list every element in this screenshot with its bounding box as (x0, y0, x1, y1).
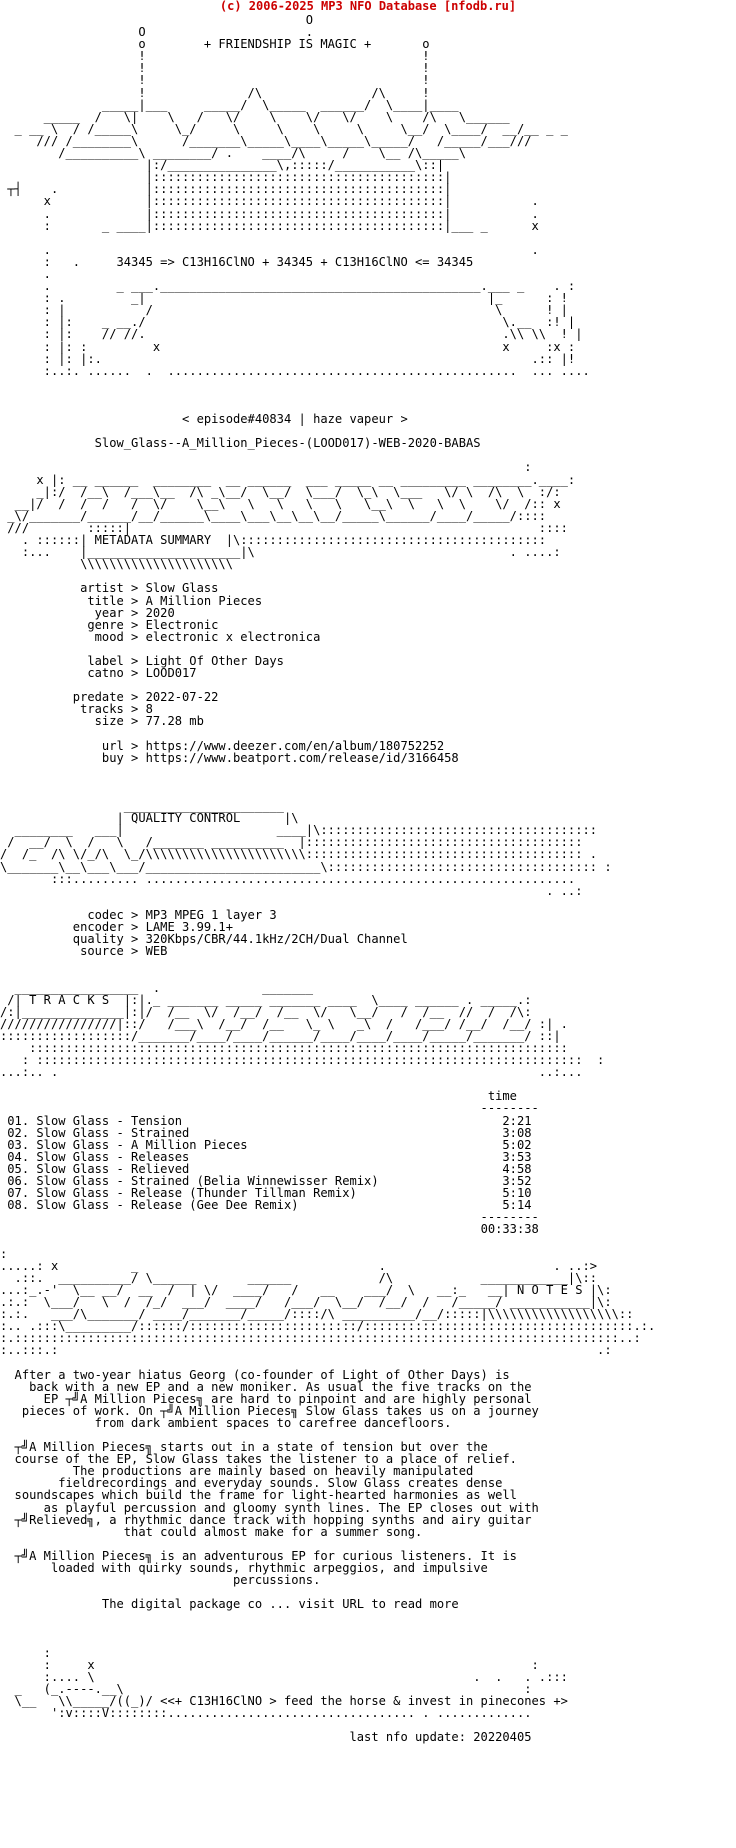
quality-row: source > WEB (0, 944, 168, 959)
notes-read-more: The digital package co ... visit URL to read more (0, 1597, 459, 1612)
metadata-value[interactable]: https://www.deezer.com/en/album/180752252 (145, 738, 445, 753)
metadata-value: LOOD017 (145, 666, 197, 681)
metadata-row: size > 77.28 mb (0, 714, 204, 729)
ascii-logo: O O . o + FRIENDSHIP IS MAGIC + o ! ! ! ! ! ! ! /\ /\ ! _____|___ _____/ \_____ ______/ \____|____ _____ / \| \ / \/ \ \/ \/ \ /\ \______ _ __ \ / /_____\ \_/ \ \ \ \ \__/ \____/ __/__ _ _ /// /________\ /_______\_____\____\_____\_____/ /_____/___/// /__________\ ________/ . ____/\ / \__ /\_____\ |:/_______________\,:::::/___________\::| |::::::::::::::::::::::::::::::::::::::::| ┬┤ . |::::::::::::::::::::::::::::::::::::::::| x |::::::::::::::::::::::::::::::::::::::::| . . |::::::::::::::::::::::::::::::::::::::::| . : _ ____|::::::::::::::::::::::::::::::::::::::::|___ _ x . . : . 34345 => C13H16ClNO + 34345 + C13H16ClNO <= 34345 . . _ ___.____________________________________________.___ _ . : : . _| |_ : ! : | / \ ! | : |: _ __./ \.__ :! | : |: // //. .\\ \\ ! | : |: : x x :x : : |: |:. .:: |! :..:. ...... . ................................................ ... .... (7, 13, 590, 378)
metadata-section (0, 581, 459, 764)
track-time: 3:08 (487, 1125, 532, 1140)
release-name: Slow_Glass--A_Million_Pieces-(LOOD017)-WEB-2020-BABAS (94, 436, 481, 451)
metadata-value: Slow Glass (145, 581, 219, 596)
metadata-key: mood (0, 629, 124, 644)
time-header: time (487, 1089, 517, 1104)
quality-key: codec (0, 907, 124, 922)
track-name: Slow Glass - Release (Thunder Tillman Remix) (36, 1186, 488, 1201)
track-name: Slow Glass - Strained (Belia Winnewisser Remix) (36, 1174, 488, 1188)
track-row (0, 1198, 532, 1212)
track-name: Slow Glass - A Million Pieces (36, 1137, 488, 1152)
metadata-key: predate (0, 690, 124, 705)
quality-row: quality > 320Kbps/CBR/44.1kHz/2CH/Dual Channel (0, 932, 408, 947)
track-number: 03. (0, 1137, 37, 1152)
track-time: 2:21 (487, 1113, 532, 1128)
quality-value: LAME 3.99.1+ (145, 920, 233, 935)
metadata-value[interactable]: https://www.beatport.com/release/id/3166458 (145, 750, 459, 765)
metadata-value: 2020 (145, 605, 175, 620)
metadata-row: title > A Million Pieces (0, 593, 263, 608)
metadata-key: title (0, 593, 124, 608)
quality-key: encoder (0, 920, 124, 935)
track-time: 4:58 (487, 1161, 532, 1176)
metadata-value: 77.28 mb (145, 714, 204, 729)
track-time: 5:02 (487, 1137, 532, 1152)
notes-paragraph-1: After a two-year hiatus Georg (co-founder of Light of Other Days) is back with a new EP and a new moniker. As usual the five tracks on the EP ┬╝A Million Pieces╗ are hard to pinpoint and are highly personal pieces of work. On ┬╝A Million Pieces╗ Slow Glass takes us on a journey from dark ambient spaces to carefree dancefloors. (14, 1367, 539, 1430)
quality-key: quality (0, 932, 124, 947)
metadata-key: artist (0, 581, 124, 596)
metadata-value: electronic x electronica (145, 629, 321, 644)
metadata-key: size (0, 714, 124, 729)
metadata-row: label > Light Of Other Days (0, 653, 284, 668)
metadata-value: Electronic (145, 617, 219, 632)
track-name: Slow Glass - Release (Gee Dee Remix) (36, 1198, 488, 1213)
quality-row: encoder > LAME 3.99.1+ (0, 920, 233, 935)
footer-art: : : x : :.... \ . . . .::: _ (_.----.__\ : \__ \\_____/((_)/ (14, 1645, 568, 1709)
track-number: 06. (0, 1174, 37, 1188)
metadata-row: genre > Electronic (0, 617, 219, 632)
metadata-banner: : x |: __ ______ ________ __ ______ ___ _____ __ _________ ________.____: _|:/ /__\ /___\__ /\ _\__/ \__/ \___/ \_\ \___ \/ \ /\ \ :/: __|/ / / / / \/ \__\ \ \ \ \ \__\ \ \ \ \/ /:: x _\/_______/______/__/______\____\___\__\__\__/_____\______/____/_____/:::: /// :::::| :::: . ::::::| METADATA SUMMARY |\:::::::::::::::::::::::::::::::::::::::::: :... |_____________________|\ . ....: \\\\\\\\\\\\\\\\\\\\\ (7, 460, 576, 572)
quality-key: source (0, 944, 124, 959)
track-number: 04. (0, 1149, 37, 1164)
metadata-value: Light Of Other Days (145, 653, 284, 668)
metadata-row: year > 2020 (0, 605, 175, 620)
episode-line: < episode#40834 | haze vapeur > (182, 412, 408, 427)
quality-value: MP3 MPEG 1 layer 3 (145, 907, 277, 922)
footer-dots: ':v::::V::::::::.................................. . ............. (0, 1706, 532, 1721)
metadata-row: predate > 2022-07-22 (0, 690, 219, 705)
track-number: 05. (0, 1161, 37, 1176)
metadata-key: catno (0, 666, 124, 681)
metadata-row: artist > Slow Glass (0, 581, 219, 596)
quality-value: 320Kbps/CBR/44.1kHz/2CH/Dual Channel (145, 932, 408, 947)
notes-paragraph-2: ┬╝A Million Pieces╗ starts out in a state of tension but over the course of the EP, Slow Glass takes the listener to a place of relief. The productions are mainly based on heavily manipulated fieldrecordings and everyday sounds. Slow Glass creates dense soundscapes which build the frame for light-hearted harmonies as well as playful percussion and gloomy synth lines. The EP closes out with ┬╝Relieved╗, a rhythmic dance track with hopping synths and airy guitar that could almost make for a summer song. (14, 1440, 539, 1539)
track-time: 5:10 (487, 1186, 532, 1201)
track-name: Slow Glass - Relieved (36, 1161, 488, 1176)
last-update: last nfo update: 20220405 (349, 1730, 532, 1745)
quality-value: WEB (145, 944, 168, 959)
notes-paragraph-3: ┬╝A Million Pieces╗ is an adventurous EP for curious listeners. It is loaded with quirky sounds, rhythmic arpeggios, and impulsive percussions. (14, 1548, 517, 1588)
metadata-key: year (0, 605, 124, 620)
track-number: 07. (0, 1186, 37, 1201)
track-time: 3:52 (487, 1174, 532, 1188)
tracklist (0, 1114, 532, 1213)
metadata-key: url (0, 738, 124, 753)
track-number: 02. (0, 1125, 37, 1140)
track-time: 5:14 (487, 1198, 532, 1213)
metadata-key: genre (0, 617, 124, 632)
metadata-key: tracks (0, 702, 124, 717)
metadata-row: mood > electronic x electronica (0, 629, 321, 644)
metadata-row: buy > https://www.beatport.com/release/id/3166458 (0, 750, 459, 765)
nfo-document: O O . o + FRIENDSHIP IS MAGIC + o ! ! ! ! ! ! ! /\ /\ ! _____|___ _____/ \_____ ______/ \____|____ _____ / \| \ / \/ \ \/ \/ \ /\ \______ _ __ \ / /_____\ \_/ \ \ \ \ \__/ \____/ __/__ _ _ /// /________\ /_______\_____\____\_____\_____/ /_____/___/// /__________\ ________/ . ____/\ / \__ /\_____\ |:/_______________\,:::::/___________\::| |::::::::::::::::::::::::::::::::::::::::| ┬┤ . |::::::::::::::::::::::::::::::::::::::::| x |::::::::::::::::::::::::::::::::::::::::| . . |::::::::::::::::::::::::::::::::::::::::| . : _ ____|::::::::::::::::::::::::::::::::::::::::|___ _ x . . : . 34345 => C13H16ClNO + 34345 + C13H16ClNO <= 34345 . . _ ___.____________________________________________.___ _ . : : . _| |_ : ! : | / \ ! | : |: _ __./ \.__ :! | : |: // //. .\\ \\ ! | : |: : x x :x : : |: |:. .:: |! :..:. ...... . ................................................ ... .... < episode#40834 | haze vapeur > Slow_Glass--A_Million_Pieces-(LOOD017)-WEB-2020-BABAS : x |: __ ______ ________ __ ______ ___ _____ __ _________ ________.____: _|:/ /__\ /___\__ /\ _\__/ \__/ \___/ \_\ \___ \/ \ /\ \ :/: __|/ / / / / \/ \__\ \ \ \ \ \__\ \ \ \ \/ /:: x _\/_______/______/__/______\____\___\__\__\__/_____\______/____/_____/:::: /// :::::| :::: . ::::::| METADATA SUMMARY |\:::::::::::::::::::::::::::::::::::::::::: :... |_____________________|\ . ....: \\\\\\\\\\\\\\\\\\\\\ artist > Slow Glass title > A Million Pieces year > 2020 genre > Electronic mood > electronic x electronica label > Light Of Other Days catno > LOOD017 predate > 2022-07-22 tracks > 8 size > 77.28 mb url > https://www.deezer.com/en/album/180752252 buy > https://www.beatport.com/release/id/3166458 ______________________ | QUALITY CONTROL |\ ________ ___| ____|\:::::::::::::::::::::::::::::::::::::: / __/ \ / \ /_______ __________ |:::::::::::::::::::::::::::::::::::::: / /_ /\ \/_/\ \_/\\\\\\\\\\\\\\\\\\\\\\:::::::::::::::::::::::::::::::::::::: . \_______\__\___\___/________________________\::::::::::::::::::::::::::::::::::::: : :::......... ........................................................... . ..: codec > MP3 MPEG 1 layer 3 encoder > LAME 3.99.1+ quality > 320Kbps/CBR/44.1kHz/2CH/Dual Channel source > WEB _________________ . _______ /| T R A C K S |:|._ _______ _____ _______ ____ \____ ______ . _____.: /:|______________|:|/ /__ \/ /__/ /__ \/ \__/ / /__ // / /\: ////////////////|::/ /___\ /__/ /__ \_ \ _\ / /___/ /__/ /__/ :| . ::::::::::::::::::/_______/____/____/______/____/____/____/_____/_______/ ::| :::::::::::::::::::::::::::::::::::::::::::::::::::::::::::::::::::::::::: : ::::::::::::::::::::::::::::::::::::::::::::::::::::::::::::::::::::::::::: : ...:.. . ..:... time -------- 01. Slow Glass - Tension 2:21 02. Slow Glass - Strained 3:08 03. Slow Glass - A Million Pieces 5:02 04. Slow Glass - Releases 3:53 05. Slow Glass - Relieved 4:58 06. Slow Glass - Strained (Belia Winnewisser Remix) 3:52 07. Slow Glass - Release (Thunder Tillman Remix) 5:10 08. Slow Glass - Release (Gee Dee Remix) 5:14 -------- 00:33:38 : .....: x _ . . ..:> .::. __________/ \______ ______ /\ ____________|\:: ...:_.-' \__ __/ __ / | \/ ____/ / __ ___/ \ __:_ __| N O T E S |\: .:.: \___/ \ / /_/ ___/ ____/ /___/ \__/ /__/ / /_____/ ___________|\: :.:. ___/\_______/ ____/_______/_____/::::/\ __________/__/:::::|\\\\\\\\\\\\\\\\\\:: :.. .:::\_________/::::::/:::::::::::::::::::::::/:::::::::::::::::::::::::::::::::::::.:. :.:::::::::::::::::::::::::::::::::::::::::::::::::::::::::::::::::::::::::::::::::::..: :..:::.: .: After a two-year hiatus Georg (co-founder of Light of Other Days) is back with a new EP and a new moniker. As usual the five tracks on the EP ┬╝A Million Pieces╗ are hard to pinpoint and are highly personal pieces of work. On ┬╝A Million Pieces╗ Slow Glass takes us on a journey from dark ambient spaces to carefree dancefloors. ┬╝A Million Pieces╗ starts out in a state of tension but over the course of the EP, Slow Glass takes the listener to a place of relief. The productions are mainly based on heavily manipulated fieldrecordings and everyday sounds. Slow Glass creates dense soundscapes which build the frame for light-hearted harmonies as well as playful percussion and gloomy synth lines. The EP closes out with ┬╝Relieved╗, a rhythmic dance track with hopping synths and airy guitar that could almost make for a summer song. ┬╝A Million Pieces╗ is an adventurous EP for curious listeners. It is loaded with quirky sounds, rhythmic arpeggios, and impulsive percussions. The digital package co ... visit URL to read more : : x : :.... \ . . . .::: _ (_.----.__\ : \__ \\_____/((_)/ <<+ C13H16ClNO > feed the horse & invest in pinecones +> ':v::::V::::::::.................................. . ............. last nfo update: 20220405 (0, 13, 656, 1745)
metadata-row: catno > LOOD017 (0, 666, 197, 681)
quality-section (0, 908, 408, 958)
metadata-key: label (0, 653, 124, 668)
track-number: 08. (0, 1198, 37, 1213)
metadata-row: url > https://www.deezer.com/en/album/180752252 (0, 738, 445, 753)
track-time: 3:53 (487, 1149, 532, 1164)
track-name: Slow Glass - Tension (36, 1113, 488, 1128)
tracks-banner: _________________ . _______ /| T R A C K S |:|._ _______ _____ _______ ____ \____ ______ . _____.: /:|______________|:|/ /__ \/ /__/ /__ \/ \__/ / /__ // / /\: ////////////////|::/ /___\ /__/ /__ \_ \ _\ / /___/ /__/ /__/ :| . ::::::::::::::::::/_______/____/____/______/____/____/____/_____/_______/ ::| :::::::::::::::::::::::::::::::::::::::::::::::::::::::::::::::::::::::::: : ::::::::::::::::::::::::::::::::::::::::::::::::::::::::::::::::::::::::::: : ...:.. . ..:... (0, 980, 605, 1080)
quality-banner: ______________________ | QUALITY CONTROL |\ ________ ___| ____|\:::::::::::::::::::::::::::::::::::::: / __/ \ / \ /_______ __________ |:::::::::::::::::::::::::::::::::::::: / /_ /\ \/_/\ \_/\\\\\\\\\\\\\\\\\\\\\\:::::::::::::::::::::::::::::::::::::: . \_______\__\___\___/________________________\::::::::::::::::::::::::::::::::::::: : :::......... ........................................................... . ..: (0, 799, 612, 898)
metadata-value: 8 (145, 702, 153, 717)
footer-feed-line: <<+ C13H16ClNO > feed the horse & invest in pinecones +> (152, 1694, 568, 1709)
quality-row: codec > MP3 MPEG 1 layer 3 (0, 907, 277, 922)
metadata-row: tracks > 8 (0, 702, 153, 717)
total-time: 00:33:38 (480, 1222, 539, 1237)
track-number: 01. (0, 1113, 37, 1128)
track-name: Slow Glass - Releases (36, 1149, 488, 1164)
metadata-value: A Million Pieces (145, 593, 263, 608)
metadata-value: 2022-07-22 (145, 690, 219, 705)
copyright-header: (c) 2006-2025 MP3 NFO Database [nfodb.ru] (219, 0, 517, 13)
track-name: Slow Glass - Strained (36, 1125, 488, 1140)
notes-banner: : .....: x _ . . ..:> .::. __________/ \______ ______ /\ ____________|\:: ...:_.-' \__ __/ __ / | \/ ____/ / __ ___/ \ __:_ __| N O T E S |\: .:.: \___/ \ / /_/ ___/ ____/ /___/ \__/ /__/ / /_____/ ___________|\: :.:. ___/\_______/ ____/_______/_____/::::/\ __________/__/:::::|\\\\\\\\\\\\\\\\\\:: :.. .:::\_________/::::::/:::::::::::::::::::::::/:::::::::::::::::::::::::::::::::::::.:. :.:::::::::::::::::::::::::::::::::::::::::::::::::::::::::::::::::::::::::::::::::::..: :..:::.: .: (0, 1246, 656, 1358)
metadata-key: buy (0, 750, 124, 765)
